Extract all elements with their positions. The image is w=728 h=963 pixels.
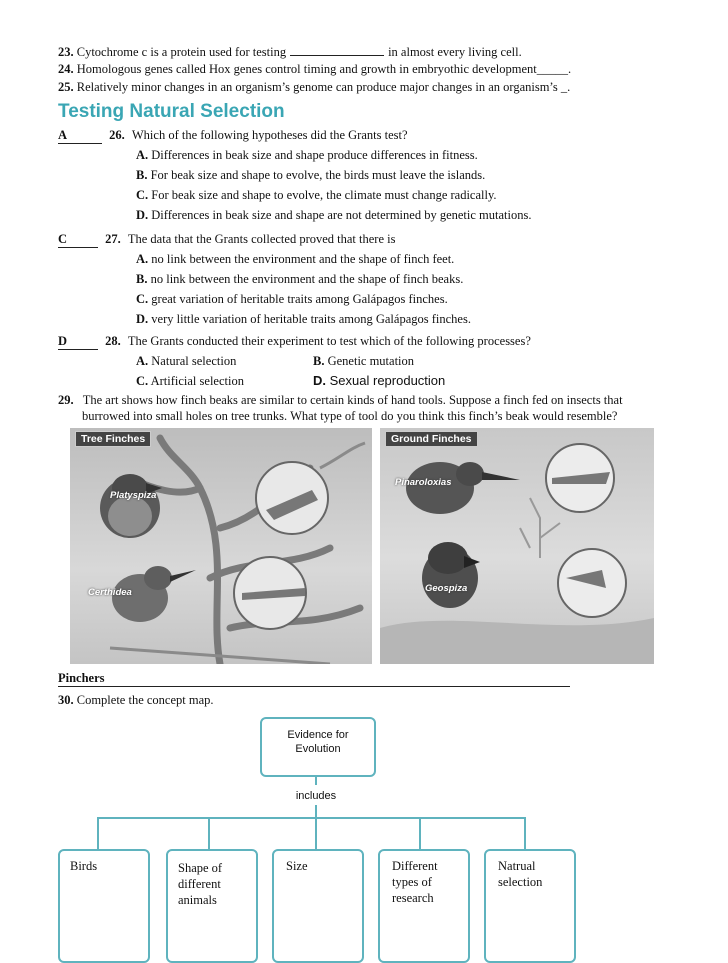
tree-finches-illustration bbox=[70, 428, 372, 664]
question-number: 30. bbox=[58, 693, 74, 707]
option-letter: C. bbox=[136, 374, 149, 388]
question-text: The art shows how finch beaks are similar to certain kinds of hand tools. Suppose a finch fed on insects that bbox=[82, 393, 623, 407]
connector-line bbox=[419, 817, 421, 850]
option-d bbox=[136, 312, 471, 327]
question-text: Relatively minor changes in an organism’s genome can produce major changes in an organism’s _. bbox=[76, 80, 571, 94]
question-30 bbox=[58, 693, 214, 708]
concept-box-natural-selection[interactable] bbox=[484, 849, 576, 963]
connector-line bbox=[315, 817, 317, 850]
section-title: Testing Natural Selection bbox=[58, 101, 285, 122]
option-a bbox=[136, 148, 478, 163]
question-text: Cytochrome c is a protein used for testing bbox=[76, 45, 287, 59]
question-number: 23. bbox=[58, 45, 74, 59]
connector-line bbox=[97, 817, 526, 819]
option-letter: D. bbox=[136, 312, 149, 326]
question-28 bbox=[58, 334, 531, 350]
question-number: 25. bbox=[58, 80, 74, 94]
answer-29-field[interactable]: Pinchers bbox=[58, 671, 570, 687]
option-text: Differences in beak size and shape produce differences in fitness. bbox=[151, 148, 478, 162]
bird-label: Geospiza bbox=[425, 583, 468, 594]
question-text: The Grants conducted their experiment to test which of the following processes? bbox=[127, 334, 531, 348]
option-letter: B. bbox=[136, 272, 148, 286]
option-letter: D. bbox=[313, 373, 326, 388]
ground-finches-illustration bbox=[380, 428, 654, 664]
option-letter: D. bbox=[136, 208, 149, 222]
connector-line bbox=[315, 775, 317, 785]
panel-label: Ground Finches bbox=[385, 431, 478, 447]
answer-field[interactable]: A bbox=[58, 128, 102, 144]
concept-map-top-line2: Evolution bbox=[295, 743, 341, 755]
option-text: For beak size and shape to evolve, the birds must leave the islands. bbox=[150, 168, 486, 182]
concept-box-research[interactable] bbox=[378, 849, 470, 963]
option-d bbox=[313, 373, 445, 388]
option-text: Genetic mutation bbox=[327, 354, 415, 368]
option-b bbox=[313, 354, 414, 369]
option-text: Artificial selection bbox=[150, 374, 244, 388]
option-text: great variation of heritable traits among Galápagos finches. bbox=[151, 292, 448, 306]
concept-box-text: Size bbox=[286, 859, 308, 873]
option-letter: A. bbox=[136, 252, 149, 266]
question-26 bbox=[58, 128, 408, 144]
option-text: Natural selection bbox=[151, 354, 237, 368]
bird-label: Platyspiza bbox=[110, 490, 157, 501]
question-24 bbox=[58, 62, 571, 77]
option-letter: A. bbox=[136, 148, 149, 162]
concept-box-size[interactable] bbox=[272, 849, 364, 963]
question-number: 28. bbox=[105, 334, 121, 348]
answer-blank[interactable] bbox=[290, 44, 384, 56]
concept-map-top-box bbox=[260, 717, 376, 777]
question-29-cont: burrowed into small holes on tree trunks. What type of tool do you think this finch’s beak would resemble? bbox=[82, 409, 618, 423]
tree-finches-panel bbox=[70, 428, 372, 664]
concept-box-text: Birds bbox=[70, 859, 98, 873]
concept-box-text: Natrual selection bbox=[498, 859, 543, 889]
option-letter: C. bbox=[136, 188, 149, 202]
question-text-end: in almost every living cell. bbox=[388, 45, 522, 59]
question-text: Which of the following hypotheses did the Grants test? bbox=[131, 128, 408, 142]
question-number: 24. bbox=[58, 62, 74, 76]
question-25 bbox=[58, 80, 570, 95]
concept-box-text: Shape of different animals bbox=[178, 861, 223, 907]
option-text: Differences in beak size and shape are not determined by genetic mutations. bbox=[151, 208, 532, 222]
concept-box-birds[interactable] bbox=[58, 849, 150, 963]
option-letter: B. bbox=[136, 168, 148, 182]
option-letter: B. bbox=[313, 354, 325, 368]
question-number: 27. bbox=[105, 232, 121, 246]
option-a bbox=[136, 252, 454, 267]
option-text: Sexual reproduction bbox=[329, 373, 446, 388]
question-27 bbox=[58, 232, 395, 248]
connector-line bbox=[524, 817, 526, 850]
bird-label: Certhidea bbox=[88, 587, 132, 598]
option-c bbox=[136, 292, 448, 307]
question-text: Homologous genes called Hox genes control timing and growth in embryothic development_____. bbox=[76, 62, 572, 76]
option-text: For beak size and shape to evolve, the climate must change radically. bbox=[151, 188, 497, 202]
ground-finches-panel bbox=[380, 428, 654, 664]
option-b bbox=[136, 272, 463, 287]
question-text: The data that the Grants collected proved that there is bbox=[127, 232, 396, 246]
option-text: no link between the environment and the shape of finch beaks. bbox=[150, 272, 464, 286]
option-b bbox=[136, 168, 485, 183]
question-23 bbox=[58, 44, 522, 60]
option-letter: A. bbox=[136, 354, 149, 368]
question-number: 26. bbox=[109, 128, 125, 142]
bird-label: Pinaroloxias bbox=[395, 477, 452, 488]
option-letter: C. bbox=[136, 292, 149, 306]
option-d bbox=[136, 208, 531, 223]
question-text: Complete the concept map. bbox=[76, 693, 214, 707]
concept-box-text: Different types of research bbox=[392, 859, 438, 905]
concept-map-top-line1: Evidence for bbox=[287, 729, 349, 741]
connector-line bbox=[208, 817, 210, 850]
concept-box-shape[interactable] bbox=[166, 849, 258, 963]
option-text: no link between the environment and the shape of finch feet. bbox=[151, 252, 455, 266]
question-29 bbox=[58, 393, 623, 408]
option-text: very little variation of heritable traits among Galápagos finches. bbox=[151, 312, 471, 326]
option-a bbox=[136, 354, 236, 369]
option-c bbox=[136, 374, 244, 389]
link-label: includes bbox=[295, 790, 337, 802]
answer-field[interactable]: C bbox=[58, 232, 98, 248]
option-c bbox=[136, 188, 497, 203]
panel-label: Tree Finches bbox=[75, 431, 151, 447]
connector-line bbox=[97, 817, 99, 850]
answer-field[interactable]: D bbox=[58, 334, 98, 350]
question-number: 29. bbox=[58, 393, 74, 407]
